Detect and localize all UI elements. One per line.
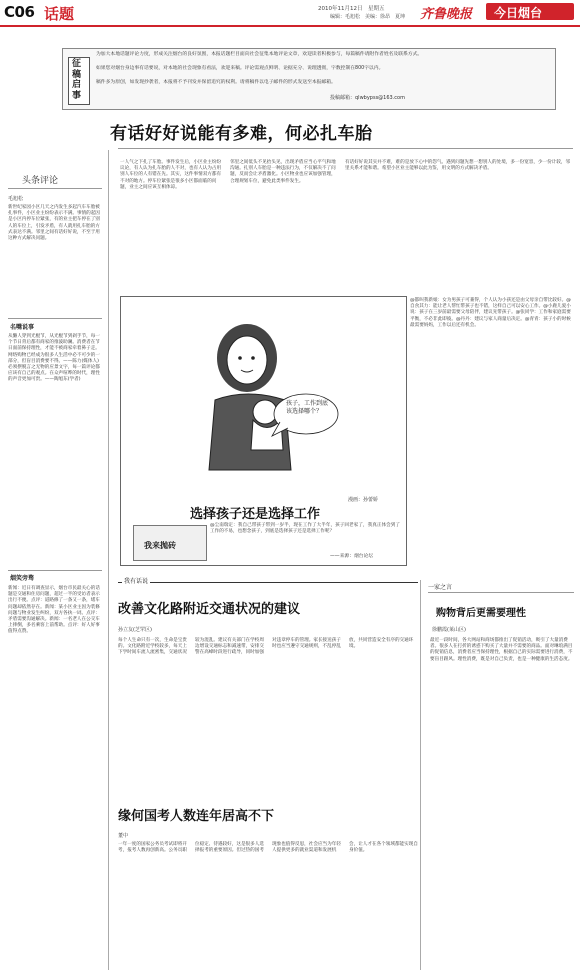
section-title-humor: 烟笑旁骛 [10, 575, 35, 582]
article-body: 最近一段时间，各大网站和商场都推出了促销活动，吸引了大量消费者。很多人在打折的诱惑下购买了大量并不需要的商品。面对琳琅满目的促销信息，消费者应当保持理性，根据自己的实际需要进行消费，不要盲目跟风。理性消费，既是对自己负责，也是一种健康的生活态度。 [430, 638, 573, 662]
byline: 毛旭松 [8, 196, 24, 202]
notice-line-1: 为加大本地话题评论力度，形成关注烟台的良好氛围，本报话题栏目面向社会征集本地评论文章，欢迎读者积极参与，每篇稿件请附作者姓名及联系方式。 [96, 52, 423, 57]
masthead-rule [0, 25, 580, 27]
section-name: 话题 [44, 5, 75, 23]
notice-line-2: 如果您对烟台身边事有话要说，对本地的社会现象有看法，欢迎来稿。评论需观点鲜明、论据充分、说理透彻，字数控制在800字以内。 [96, 66, 384, 71]
section-title-headline-comment: 头条评论 [22, 176, 59, 186]
sec-rule [8, 318, 102, 319]
sec-rule [8, 188, 102, 189]
masthead [0, 0, 580, 26]
page-code: C06 [4, 3, 35, 21]
notice-line-3: 稿件多为原创，如发现抄袭者，本报将不予刊发并保留追究的权利。请将稿件以电子邮件的形式发送至本报邮箱。 [96, 80, 336, 85]
brand-logo: 齐鲁晚报 [420, 7, 473, 22]
issue-date: 2010年11月12日 星期五 [318, 6, 385, 12]
cartoon-credit: 漫画：孙蕾娇 [348, 497, 379, 503]
section2-rule [118, 582, 418, 583]
right-col-rule [420, 580, 421, 970]
notice-email[interactable]: 投稿邮箱：qlwbypss@163.com [330, 95, 405, 101]
edition-name: 今日烟台 [494, 6, 543, 20]
headline: 有话好好说能有多难，何必扎车胎 [110, 124, 373, 144]
article-body: 新闻：近日有调查显示，烟台市民最关心的话题是交通和住房问题，超过一半的受访者表示出行不便。点评：道路修了一条又一条，堵车问题却依然存在。新闻：某小区业主因为装修问题与物业发生纠纷，双方各执一词。点评：矛盾需要沟通解决。新闻：一名老人在公交车上摔倒，多名乘客上前帮助。点评：好人好事值得点赞。 [8, 586, 100, 635]
right-section-label: 一家之言 [428, 584, 453, 591]
article-body: 一年一度的国家公务员考试即将开考，报考人数再创新高。公务员职位稳定、待遇较好，这是很多人选择报考的重要原因。但过热的国考现象也值得反思，社会应当为年轻人提供更多的就业渠道和发展机会，让人才在各个领域都能实现自身价值。 [118, 842, 418, 854]
article-body: 每个人生命只有一次，生命是宝贵的。文化路附近学校较多，每天上下学时间车流人流密集，交通状况较为混乱。建议有关部门在学校周边增设交通标志和减速带，安排交警在高峰时段进行疏导，同时加强对违章停车的管理。家长接送孩子时也应当遵守交通规则，不乱停乱放，共同营造安全有序的交通环境。 [118, 638, 414, 656]
section2-label: 我有话说 [124, 578, 149, 585]
section-title-pundits: 名嘴说事 [10, 324, 35, 331]
article-body: 新世纪家园小区几天之内发生多起汽车车胎被扎事件，小区业主纷纷表示不满。事情的起因是小区内停车位紧张，有的业主把车停在了别人的车位上，引发矛盾，有人就用扎车胎的方式表达不满。邻里之间有话好好说，不至于用这种方式解决问题。 [8, 205, 100, 242]
left-col-rule [108, 150, 109, 970]
byline: 董中 [118, 833, 129, 839]
byline: 孙立友(芝罘区) [118, 627, 152, 633]
story-block-2: 邻里之间低头不见抬头见，出现矛盾应当心平气和地沟通。扎别人车胎是一种违法行为，不仅解决不了问题，反而会让矛盾激化。小区物业也应该加强管理，合理规划车位，避免此类事件发生。 [230, 160, 336, 184]
stamp-label: 我来抛砖 [144, 541, 176, 550]
article-title-traffic: 改善文化路附近交通状况的建议 [118, 602, 301, 617]
article-title-civil-exam: 缘何国考人数连年居高不下 [118, 809, 275, 824]
cartoon-prompt-credit: ——来源：烟台论坛 [330, 554, 374, 559]
article-body: 从懒人穿到光棍节，从光棍节到剁手节，每一个节日背后都有商家的推波助澜。消费者在节日面前保持理性，才能不被商家牵着鼻子走。网络购物已经成为很多人生活中必不可少的一部分，但盲目消费要不得。——陈力(媒体人) 必须摆脱言之无物的应景文字，每一篇评论都应该有自己的观点。在众声喧哗的时代，理性的声音更加可贵。——陶旭东(学者) [8, 334, 104, 383]
sec-rule [8, 570, 102, 571]
headline-rule [118, 148, 573, 149]
article-title-shopping: 购物背后更需要理性 [436, 608, 526, 619]
speech-bubble-text: 孩子，工作到底该选择哪个？ [286, 400, 329, 415]
editors: 编辑：毛旭松 美编：徐昂 夏坤 [330, 14, 406, 20]
cartoon-prompt: @尘南瑞定：我自己带孩子带到一岁半，现在工作了大半年，孩子回老家了，我真正体会到了工作的不易，也想念孩子，到底是选择孩子还是选择工作呢？ [210, 523, 400, 535]
reader-replies: @都叫我新娘：女为男孩子可兼得，个人认为小孩还是由父母亲自带比较好。@自食其力：能让老人帮忙带孩子也不错，这样自己可以安心工作。@小鹿儿爱小说：孩子在三岁前最需要父母陪伴，建议先带孩子。@张同学：工作和家庭需要平衡，不必非此即彼。@丹丹：建议与家人商量后决定。@青青：孩子小的时候最需要妈妈，工作以后还有机会。 [410, 298, 571, 328]
sec-rule [428, 592, 574, 593]
notice-label: 征稿启事 [72, 59, 82, 101]
cartoon-title: 选择孩子还是选择工作 [190, 507, 321, 522]
story-block-3: 有话好好说其实并不难，难的是放下心中的怨气。遇到问题先想一想别人的处境，多一份宽容，少一份计较，邻里关系才能和谐。希望小区业主能够以此为鉴，用文明的方式解决矛盾。 [345, 160, 571, 172]
story-block-1: 一人气之下扎了车胎。事件发生后，小区业主纷纷议论，有人认为扎车胎的人不对，也有人认为占用别人车位的人有错在先。其实，这件事情双方都有不对的地方。停车位紧张是很多小区都面临的问题，业主之间应该互相体谅。 [120, 160, 222, 190]
byline: 徐鹏霞(莱山区) [432, 627, 466, 633]
